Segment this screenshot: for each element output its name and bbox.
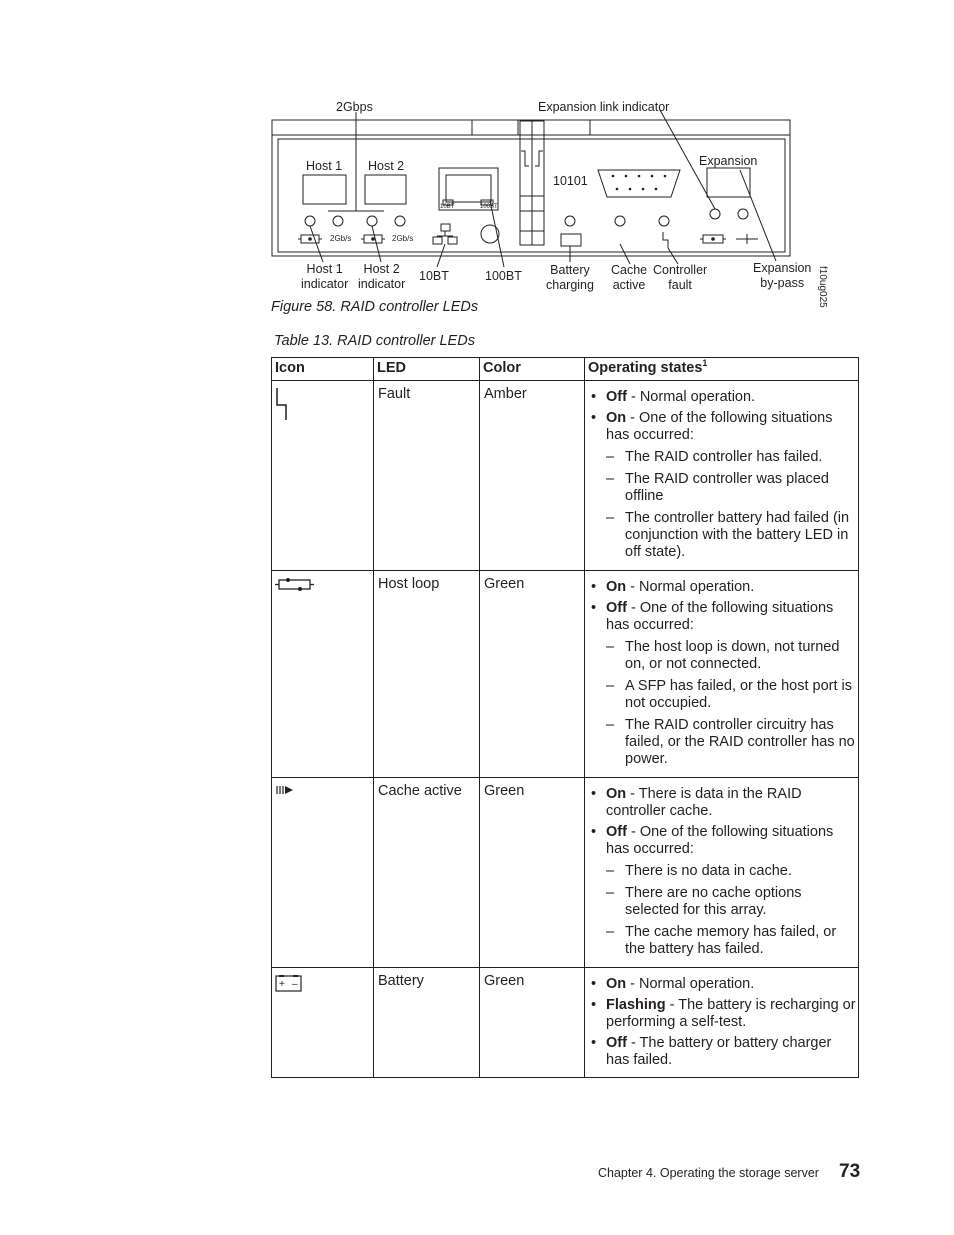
table-row [272,381,859,571]
state-list [587,389,856,561]
situation-item: – The cache memory has failed, or the battery has failed. [606,924,856,958]
state-item [587,786,856,820]
situation-list [606,449,856,561]
footnote-ref: 1 [702,358,708,369]
header-states-label: Operating states [588,360,703,376]
svg-text:+: + [279,979,285,990]
state-list [587,579,856,768]
state-item [587,410,856,561]
situation-item: – The controller battery had failed (in conjunction with the battery LED in off state). [606,510,856,561]
figure-id: f10ug025 [817,266,828,308]
callout-2gbps: 2Gbps [336,100,373,114]
state-item [587,600,856,768]
callout-host1-indicator: Host 1 indicator [301,262,349,291]
label-rate-host2: 2Gb/s [392,234,414,243]
cell-color: Amber [480,381,585,571]
header-states [585,358,859,381]
state-name: On [606,579,627,595]
callout-10bt: 10BT [419,269,449,283]
cache-active-icon [275,784,295,800]
situation-item: – There is no data in cache. [606,863,856,880]
table-row [272,968,859,1078]
table-row [272,778,859,968]
situation-item: – There are no cache options selected for this array. [606,885,856,919]
footer-chapter: Chapter 4. Operating the storage server [598,1166,819,1180]
raid-led-table [271,357,859,1078]
callout-battery-charging: Battery charging [546,263,594,292]
callout-controller-fault: Controller fault [653,263,708,292]
state-name: Off [606,600,627,616]
table-body [272,381,859,1078]
state-description: - One of the following situations has occurred: [606,824,834,857]
cell-led: Battery [374,968,480,1078]
state-item [587,389,856,406]
table-row [272,571,859,778]
cell-operating-states [585,381,859,571]
situation-item: – The RAID controller has failed. [606,449,856,466]
header-color: Color [480,358,585,381]
header-led: LED [374,358,480,381]
state-description: - One of the following situations has occurred: [606,600,834,633]
state-description: - Normal operation. [626,389,756,405]
state-name: On [606,786,627,802]
battery-icon [275,980,303,996]
state-name: On [606,410,627,426]
callout-host2-indicator: Host 2 indicator [358,262,406,291]
state-item [587,997,856,1031]
svg-text:–: – [292,979,298,990]
situation-item: – The RAID controller circuitry has failed, or the RAID controller has no power. [606,717,856,768]
cell-icon [272,968,374,1078]
label-10101: 10101 [553,174,588,188]
state-description: - The battery or battery charger has failed. [606,1035,832,1068]
cell-led: Host loop [374,571,480,778]
figure-caption: Figure 58. RAID controller LEDs [271,299,479,315]
state-item [587,976,856,993]
state-name: On [606,976,627,992]
cell-icon [272,778,374,968]
state-description: - There is data in the RAID controller cache. [606,786,802,819]
state-description: - Normal operation. [626,976,755,992]
state-item [587,579,856,596]
cell-icon [272,381,374,571]
label-100bt-small: 100BT [480,204,498,210]
state-description: - The battery is recharging or performing a self-test. [606,997,856,1030]
state-description: - Normal operation. [626,579,755,595]
state-item [587,1035,856,1069]
fault-icon [275,409,289,425]
situation-item: – The RAID controller was placed offline [606,471,856,505]
state-item [587,824,856,958]
cell-led: Cache active [374,778,480,968]
table-caption: Table 13. RAID controller LEDs [274,333,475,349]
host-loop-icon [275,581,315,597]
header-icon: Icon [272,358,374,381]
situation-list [606,639,856,768]
cell-led: Fault [374,381,480,571]
state-name: Flashing [606,997,666,1013]
page-number: 73 [839,1161,861,1182]
situation-item: – A SFP has failed, or the host port is not occupied. [606,678,856,712]
cell-color: Green [480,778,585,968]
callout-100bt: 100BT [485,269,522,283]
situation-item: – The host loop is down, not turned on, or not connected. [606,639,856,673]
callout-expansion-link: Expansion link indicator [538,100,670,114]
cell-color: Green [480,968,585,1078]
table-header-row [272,358,859,381]
state-name: Off [606,1035,627,1051]
state-list [587,786,856,958]
cell-operating-states [585,968,859,1078]
cell-operating-states [585,778,859,968]
state-list [587,976,856,1069]
label-expansion: Expansion [699,154,758,168]
state-description: - One of the following situations has occurred: [606,410,833,443]
label-10bt-small: 10BT [440,204,455,210]
callout-cache-active: Cache active [611,263,648,292]
cell-color: Green [480,571,585,778]
label-rate-host1: 2Gb/s [330,234,352,243]
state-name: Off [606,824,627,840]
cell-operating-states [585,571,859,778]
state-name: Off [606,389,627,405]
callout-expansion-bypass: Expansion by-pass [753,261,812,290]
label-host2: Host 2 [368,159,405,173]
label-host1: Host 1 [306,159,343,173]
cell-icon [272,571,374,778]
situation-list [606,863,856,958]
